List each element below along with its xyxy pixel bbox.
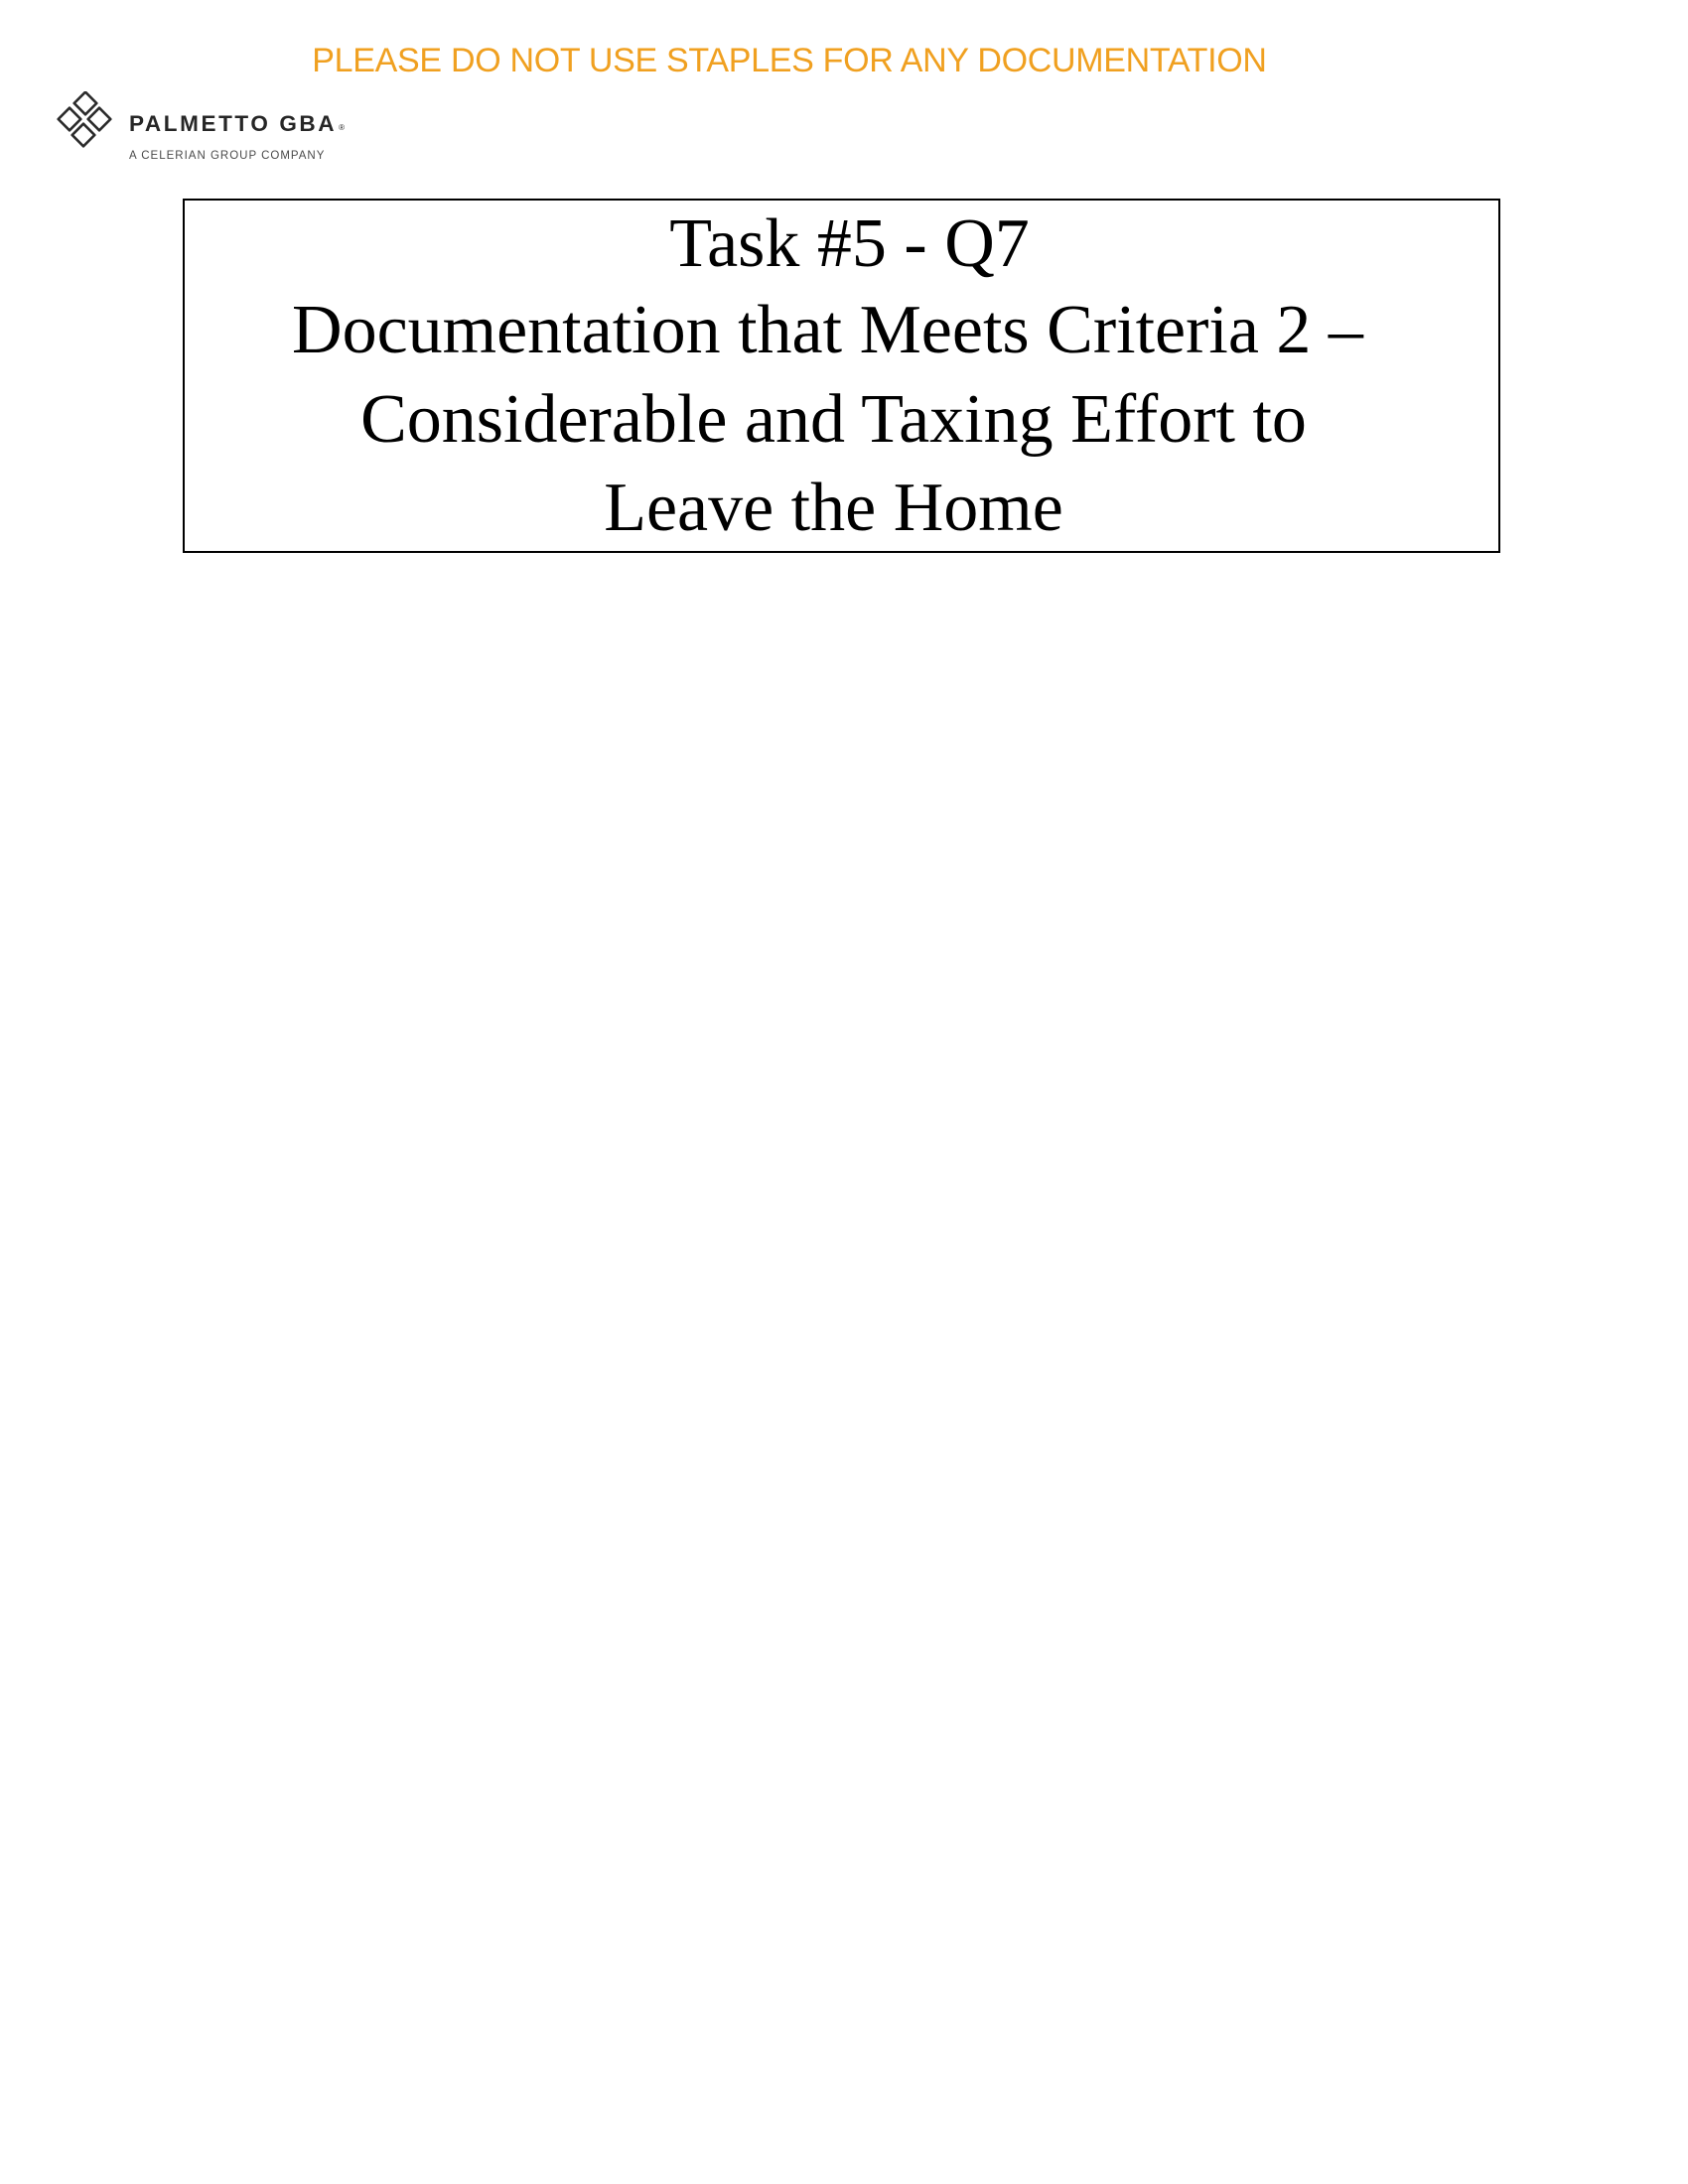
title-line-task: Task #5 - Q7: [669, 205, 1030, 282]
logo-tagline: A CELERIAN GROUP COMPANY: [129, 150, 326, 162]
staples-notice: PLEASE DO NOT USE STAPLES FOR ANY DOCUMENTATION: [312, 42, 1267, 79]
title-line-home: Leave the Home: [604, 470, 1063, 546]
title-line-effort: Considerable and Taxing Effort to: [360, 381, 1307, 458]
registered-mark: ®: [339, 123, 346, 132]
title-line-documentation: Documentation that Meets Criteria 2 –: [292, 292, 1363, 368]
logo-brand-text: PALMETTO GBA: [129, 111, 338, 136]
logo-brand-name: [129, 113, 345, 136]
palmetto-gba-logo: [54, 91, 391, 171]
interlocking-diamonds-logo-icon: [54, 91, 119, 157]
title-box: [183, 199, 1500, 553]
